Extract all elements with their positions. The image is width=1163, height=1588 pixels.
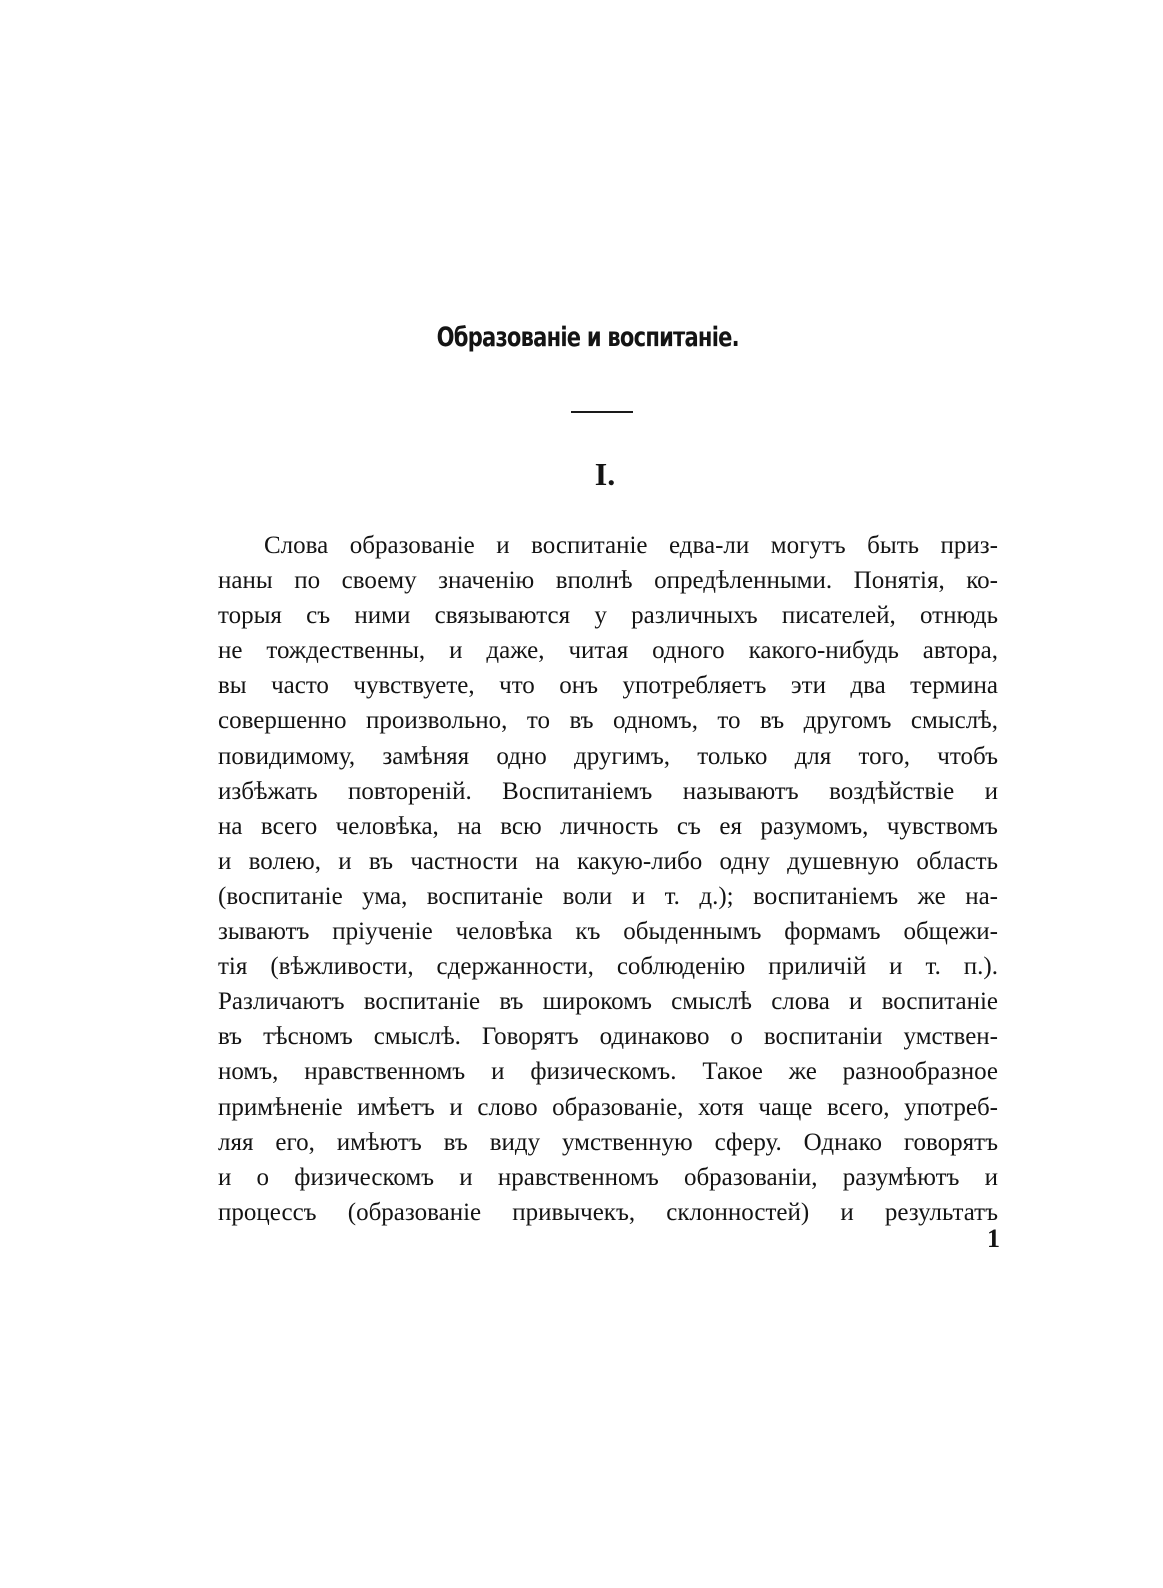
text-line: избѣжать повтореній. Воспитаніемъ называютъ воздѣйствіе и [218, 777, 998, 805]
text-line: въ тѣсномъ смыслѣ. Говорятъ одинаково о воспитаніи умствен- [218, 1023, 998, 1051]
text-line: номъ, нравственномъ и физическомъ. Такое же разнообразное [218, 1058, 998, 1086]
text-line: Различаютъ воспитаніе въ широкомъ смыслѣ слова и воспитаніе [218, 988, 998, 1016]
chapter-title: Образованіе и воспитаніе. [436, 322, 739, 353]
section-number: I. [594, 456, 616, 492]
text-line: зываютъ пріученіе человѣка къ обыденнымъ формамъ общежи- [218, 918, 998, 946]
text-line: процессъ (образованіе привычекъ, склонностей) и результатъ [218, 1198, 998, 1226]
text-line: тія (вѣжливости, сдержанности, соблюденію приличій и т. п.). [218, 953, 998, 981]
text-line: и о физическомъ и нравственномъ образованіи, разумѣютъ и [218, 1163, 998, 1191]
body-paragraph [218, 528, 998, 1230]
text-line: повидимому, замѣняя одно другимъ, только для того, чтобъ [218, 742, 998, 770]
text-line: на всего человѣка, на всю личность съ ея разумомъ, чувствомъ [218, 812, 998, 840]
text-line: и волею, и въ частности на какую-либо одну душевную область [218, 847, 998, 875]
text-line: вы часто чувствуете, что онъ употребляетъ эти два термина [218, 672, 998, 700]
page-number: 1 [987, 1224, 1000, 1253]
text-line: торыя съ ними связываются у различныхъ писателей, отнюдь [218, 602, 998, 630]
text-line: примѣненіе имѣетъ и слово образованіе, хотя чаще всего, употреб- [218, 1093, 998, 1121]
text-line: наны по своему значенію вполнѣ опредѣленными. Понятія, ко- [218, 567, 998, 595]
title-divider [571, 411, 633, 413]
text-line: ляя его, имѣютъ въ виду умственную сферу. Однако говорятъ [218, 1128, 998, 1156]
text-line: Слова образованіе и воспитаніе едва-ли могутъ быть приз- [264, 532, 998, 559]
text-line: не тождественны, и даже, читая одного какого-нибудь автора, [218, 637, 998, 665]
text-line: совершенно произвольно, то въ одномъ, то въ другомъ смыслѣ, [218, 707, 998, 735]
text-line: (воспитаніе ума, воспитаніе воли и т. д.); воспитаніемъ же на- [218, 882, 998, 910]
